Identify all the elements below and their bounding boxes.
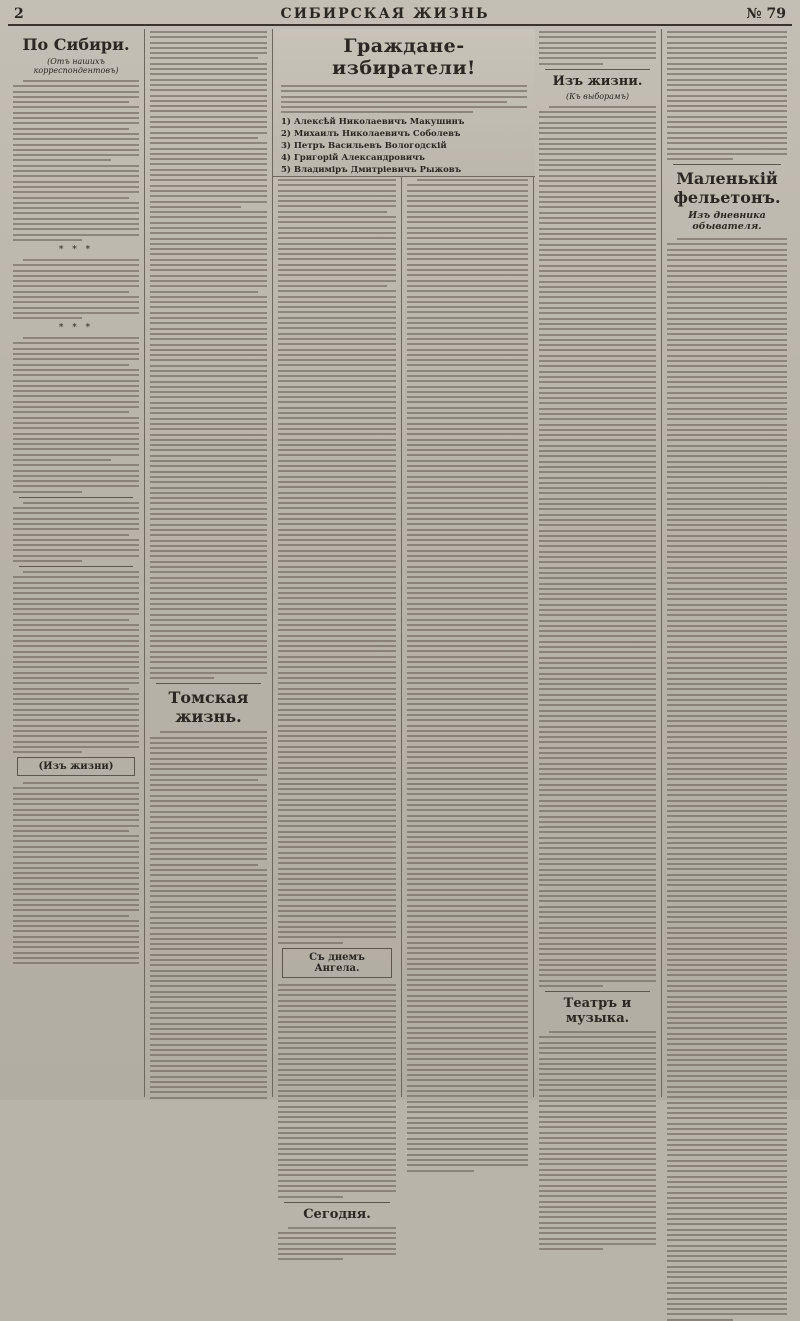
section-subheading: (Къ выборамъ) bbox=[565, 91, 630, 101]
section-heading-theatre: Театръ и музыка. bbox=[563, 996, 632, 1027]
article-text bbox=[539, 1031, 656, 1250]
column-4 bbox=[402, 29, 534, 1097]
feuilleton-subheading: Изъ дневника обывателя. bbox=[688, 210, 766, 233]
article-text bbox=[278, 984, 396, 1198]
separator-stars: * * * bbox=[58, 323, 94, 334]
article-text bbox=[278, 1227, 396, 1261]
page-number: 2 bbox=[14, 6, 24, 22]
article-text bbox=[150, 731, 267, 1098]
article-text bbox=[13, 571, 139, 753]
section-heading-tomsk: Томская жизнь. bbox=[168, 688, 249, 727]
notice-title: Съ днемъ Ангела. bbox=[282, 948, 392, 978]
article-text bbox=[13, 502, 139, 562]
candidate-4: 4) Григорій Александровичъ bbox=[281, 152, 425, 163]
candidate-2: 2) Михаилъ Николаевичъ Соболевъ bbox=[281, 128, 461, 139]
article-text bbox=[539, 31, 656, 65]
election-appeal bbox=[273, 29, 535, 177]
section-heading-feuilleton: Маленькій фельетонъ. bbox=[673, 169, 781, 208]
article-text bbox=[667, 238, 787, 1321]
masthead bbox=[8, 4, 792, 26]
newspaper-title: СИБИРСКАЯ ЖИЗНЬ bbox=[280, 6, 490, 22]
column-3 bbox=[273, 29, 402, 1222]
box-title: (Изъ жизни) bbox=[17, 757, 135, 776]
article-text bbox=[13, 80, 139, 241]
article-text bbox=[13, 337, 139, 493]
columns bbox=[8, 29, 792, 1222]
column-2 bbox=[145, 29, 273, 1097]
column-6 bbox=[662, 29, 792, 1097]
article-text bbox=[278, 179, 396, 944]
appeal-title: Граждане-избиратели! bbox=[332, 35, 476, 79]
section-heading-today: Сегодня. bbox=[303, 1206, 371, 1222]
column-5 bbox=[534, 29, 662, 1097]
separator-stars: * * * bbox=[58, 244, 94, 255]
article-text bbox=[150, 31, 267, 679]
article-text bbox=[667, 31, 787, 160]
column-1 bbox=[8, 29, 145, 1097]
section-subheading: (Отъ нашихъ корреспондентовъ) bbox=[33, 57, 119, 75]
issue-number: № 79 bbox=[746, 6, 786, 22]
candidate-3: 3) Петръ Васильевъ Вологодскій bbox=[281, 140, 447, 151]
article-text bbox=[407, 179, 528, 1172]
article-text bbox=[13, 782, 139, 964]
candidate-5: 5) Владиміръ Дмитріевичъ Рыжовъ bbox=[281, 164, 462, 175]
article-text bbox=[539, 106, 656, 987]
section-heading-siberia: По Сибири. bbox=[22, 35, 130, 54]
article-text bbox=[13, 259, 139, 319]
candidate-1: 1) Алексѣй Николаевичъ Макушинъ bbox=[281, 116, 465, 127]
section-heading-life: Изъ жизни. bbox=[552, 73, 643, 89]
